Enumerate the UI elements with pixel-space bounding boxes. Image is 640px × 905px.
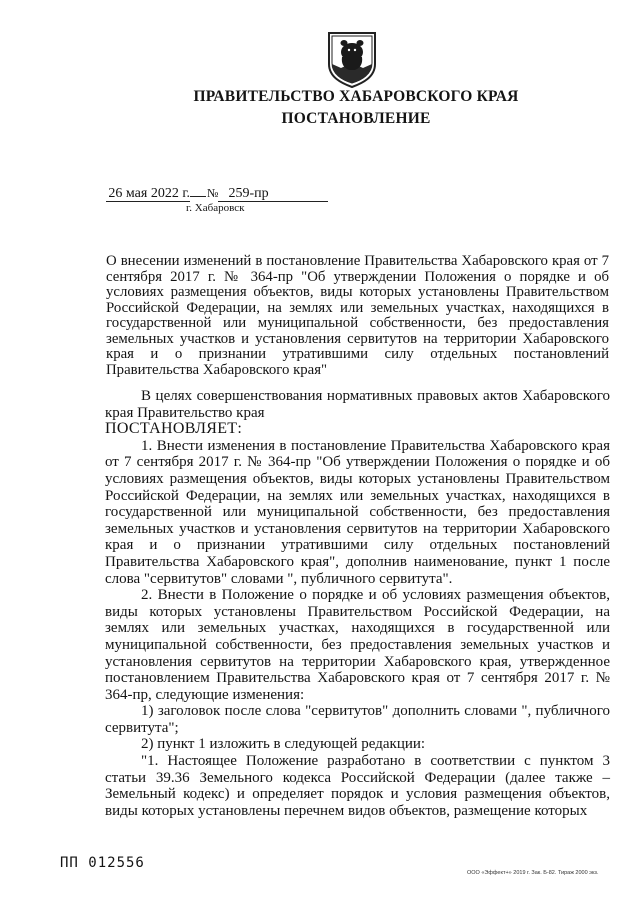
date-number-line xyxy=(106,186,328,202)
paragraph-2-item-1: 1) заголовок после слова "сервитутов" дополнить словами ", публичного сервитута"; xyxy=(105,703,610,736)
intro-paragraph: В целях совершенствования нормативных правовых актов Хабаровского края Правительство края xyxy=(105,388,610,421)
serial-number: ПП 012556 xyxy=(60,855,145,871)
document-date: 26 мая 2022 г. xyxy=(106,187,190,202)
document-title: О внесении изменений в постановление Правительства Хабаровского края от 7 сентября 2017 г. № 364-пр "Об утверждении Положения о порядке и об условиях размещения объектов, виды которых установлены Правительством Российской Федерации, на землях или земельных участках, находящихся в государственной или муниципальной собственности, без предоставления земельных участков и установления сервитутов на территории Хабаровского края и о признании утратившими силу отдельных постановлений Правительства Хабаровского края" xyxy=(106,253,609,378)
paragraph-2: 2. Внести в Положение о порядке и об условиях размещения объектов, виды которых установлены Правительством Российской Федерации, на землях или земельных участках, находящихся в государственной или муниципальной собственности, без предоставления земельных участков и установления сервитутов на территории Хабаровского края, утвержденное постановлением Правительства Хабаровского края от 7 сентября 2017 г. № 364-пр, следующие изменения: xyxy=(105,587,610,703)
government-name: ПРАВИТЕЛЬСТВО ХАБАРОВСКОГО КРАЯ xyxy=(193,88,519,105)
printer-imprint: ООО «Эффект+» 2019 г. Зак. Б-82. Тираж 2000 экз. xyxy=(467,870,599,876)
document-number: 259-пр xyxy=(218,187,328,202)
paragraph-2-item-2: 2) пункт 1 изложить в следующей редакции: xyxy=(141,736,426,753)
resolves-heading: ПОСТАНОВЛЯЕТ: xyxy=(105,420,243,438)
quoted-clause-1: "1. Настоящее Положение разработано в соответствии с пунктом 3 статьи 39.36 Земельного кодекса Российской Федерации (далее также – Земельный кодекс) и определяет порядок и условия размещения объектов, виды которых установлены перечнем видов объектов, размещение которых xyxy=(105,753,610,819)
paragraph-1: 1. Внести изменения в постановление Правительства Хабаровского края от 7 сентября 2017 г. № 364-пр "Об утверждении Положения о порядке и об условиях размещения объектов, виды которых установлены Правительством Российской Федерации, на землях или земельных участках, находящихся в государственной или муниципальной собственности, без предоставления земельных участков и установления сервитутов на территории Хабаровского края и о признании утратившими силу отдельных постановлений Правительства Хабаровского края", дополнив наименование, пункт 1 после слова "сервитутов" словами ", публичного сервитута". xyxy=(105,437,610,587)
city: г. Хабаровск xyxy=(186,202,245,214)
document-body xyxy=(105,388,610,819)
coat-of-arms-icon xyxy=(327,30,377,88)
number-sign: № xyxy=(207,186,219,200)
document-type: ПОСТАНОВЛЕНИЕ xyxy=(281,110,431,127)
